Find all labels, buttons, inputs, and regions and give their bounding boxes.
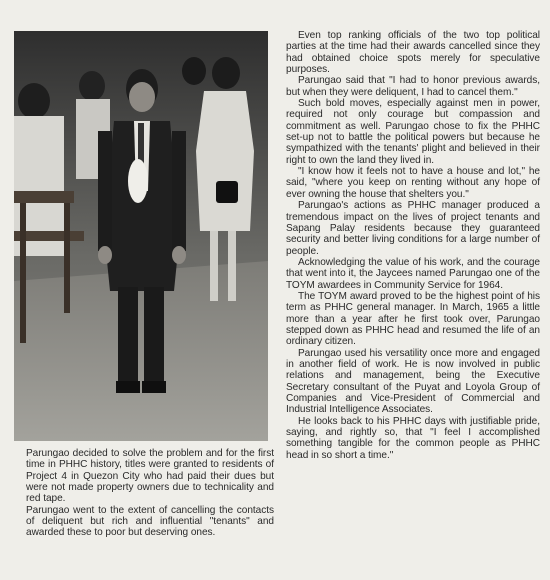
paragraph: Parungao said that "I had to honor previous awards, but when they were deliquent, I had to cancel them." <box>286 75 540 98</box>
paragraph: Parungao's actions as PHHC manager produced a tremendous impact on the lives of project tenants and Sapang Palay residents because they guaranteed security and better living conditions for a large number of people. <box>286 200 540 257</box>
left-column-text <box>26 448 274 539</box>
paragraph: Parungao decided to solve the problem and for the first time in PHHC history, titles were granted to residents of Project 4 in Quezon City who had paid their dues but were not made property owners due to technicality and red tape. <box>26 448 274 505</box>
news-photo <box>14 31 268 441</box>
paragraph: Such bold moves, especially against men in power, required not only courage but compassion and commitment as well. Parungao chose to fix the PHHC set-up not to battle the political powers but because he sympathized with the tenants' plight and believed in their right to own the land they lived in. <box>286 98 540 166</box>
right-column-text <box>286 30 540 461</box>
paragraph: Parungao used his versatility once more and engaged in another field of work. He is now involved in public relations and management, being the Executive Secretary consultant of the Puyat and Loyola Group of Companies and Vice-President of Commercial and Industrial Intelligence Associates. <box>286 347 540 416</box>
photo-icon <box>14 31 268 441</box>
paragraph: Even top ranking officials of the two top political parties at the time had their awards cancelled since they had obtained choice spots merely for speculative purposes. <box>286 30 540 76</box>
paragraph: "I know how it feels not to have a house and lot," he said, "where you keep on renting without any hope of ever owning the house that shelters you." <box>286 166 540 200</box>
paragraph: The TOYM award proved to be the highest point of his term as PHHC general manager. In March, 1965 a little more than a year after he first took over, Parungao stepped down as PHHC head and resumed the life of an ordinary citizen. <box>286 290 540 348</box>
paragraph: Acknowledging the value of his work, and the courage that went into it, the Jaycees named Parungao one of the TOYM awardees in Community Service for 1964. <box>286 256 540 291</box>
paragraph: Parungao went to the extent of cancelling the contacts of deliquent but rich and influential "tenants" and awarded these to poor but deserving ones. <box>26 504 274 539</box>
paragraph: He looks back to his PHHC days with justifiable pride, saying, and rightly so, that "I feel I accomplished something tangible for the common people as PHHC head in so short a time." <box>286 415 540 461</box>
